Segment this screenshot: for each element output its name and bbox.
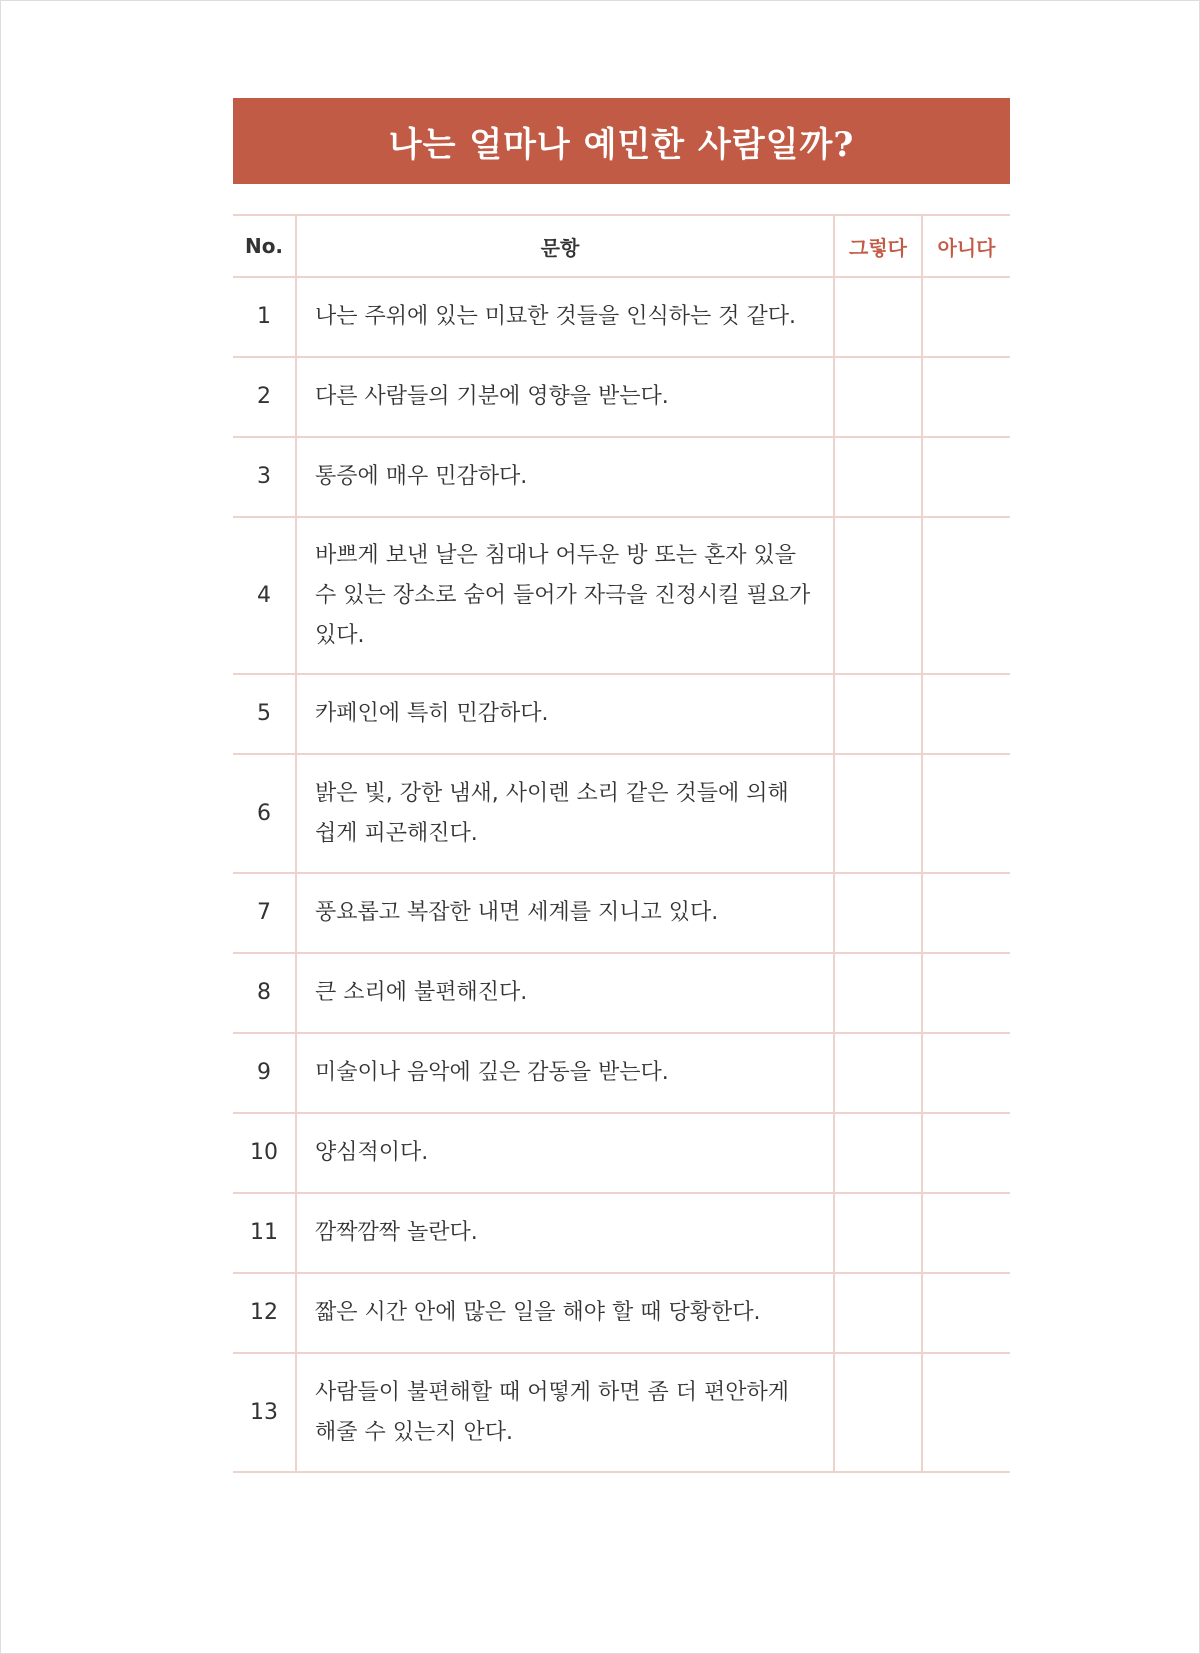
header-no-answer: 아니다 xyxy=(922,215,1010,277)
no-answer-cell[interactable] xyxy=(922,1033,1010,1113)
table-row xyxy=(233,277,1010,357)
table-header-row xyxy=(233,215,1010,277)
yes-answer-cell[interactable] xyxy=(834,437,922,517)
yes-answer-cell[interactable] xyxy=(834,1113,922,1193)
no-answer-cell[interactable] xyxy=(922,437,1010,517)
row-number: 4 xyxy=(233,517,296,674)
yes-answer-cell[interactable] xyxy=(834,1193,922,1273)
table-row xyxy=(233,953,1010,1033)
row-question: 다른 사람들의 기분에 영향을 받는다. xyxy=(296,357,834,437)
row-question: 나는 주위에 있는 미묘한 것들을 인식하는 것 같다. xyxy=(296,277,834,357)
table-row xyxy=(233,1273,1010,1353)
table-row xyxy=(233,1033,1010,1113)
yes-answer-cell[interactable] xyxy=(834,1353,922,1472)
row-number: 6 xyxy=(233,754,296,873)
row-question: 미술이나 음악에 깊은 감동을 받는다. xyxy=(296,1033,834,1113)
yes-answer-cell[interactable] xyxy=(834,357,922,437)
header-yes: 그렇다 xyxy=(834,215,922,277)
page-title: 나는 얼마나 예민한 사람일까? xyxy=(388,124,855,165)
table-row xyxy=(233,873,1010,953)
no-answer-cell[interactable] xyxy=(922,357,1010,437)
yes-answer-cell[interactable] xyxy=(834,1273,922,1353)
table-row xyxy=(233,437,1010,517)
title-banner xyxy=(233,98,1010,184)
no-answer-cell[interactable] xyxy=(922,873,1010,953)
yes-answer-cell[interactable] xyxy=(834,754,922,873)
row-number: 7 xyxy=(233,873,296,953)
row-number: 5 xyxy=(233,674,296,754)
no-answer-cell[interactable] xyxy=(922,517,1010,674)
yes-answer-cell[interactable] xyxy=(834,277,922,357)
row-number: 12 xyxy=(233,1273,296,1353)
table-row xyxy=(233,357,1010,437)
row-question: 짧은 시간 안에 많은 일을 해야 할 때 당황한다. xyxy=(296,1273,834,1353)
no-answer-cell[interactable] xyxy=(922,1273,1010,1353)
no-answer-cell[interactable] xyxy=(922,754,1010,873)
table-row xyxy=(233,517,1010,674)
row-number: 2 xyxy=(233,357,296,437)
row-question: 큰 소리에 불편해진다. xyxy=(296,953,834,1033)
header-item: 문항 xyxy=(296,215,834,277)
row-number: 1 xyxy=(257,304,271,329)
yes-answer-cell[interactable] xyxy=(834,1033,922,1113)
row-question: 사람들이 불편해할 때 어떻게 하면 좀 더 편안하게 해줄 수 있는지 안다. xyxy=(296,1353,834,1472)
yes-answer-cell[interactable] xyxy=(834,517,922,674)
no-answer-cell[interactable] xyxy=(922,1353,1010,1472)
row-question: 양심적이다. xyxy=(296,1113,834,1193)
table-row xyxy=(233,754,1010,873)
yes-answer-cell[interactable] xyxy=(834,953,922,1033)
no-answer-cell[interactable] xyxy=(922,1113,1010,1193)
row-number: 9 xyxy=(233,1033,296,1113)
table-row xyxy=(233,1113,1010,1193)
header-no: No. xyxy=(233,215,296,277)
row-number: 8 xyxy=(233,953,296,1033)
table-row xyxy=(233,1193,1010,1273)
row-question: 바쁘게 보낸 날은 침대나 어두운 방 또는 혼자 있을 수 있는 장소로 숨어 들어가 자극을 진정시킬 필요가 있다. xyxy=(296,517,834,674)
row-question: 밝은 빛, 강한 냄새, 사이렌 소리 같은 것들에 의해 쉽게 피곤해진다. xyxy=(296,754,834,873)
survey-table xyxy=(233,214,1010,1473)
no-answer-cell[interactable] xyxy=(922,674,1010,754)
row-question: 풍요롭고 복잡한 내면 세계를 지니고 있다. xyxy=(296,873,834,953)
yes-answer-cell[interactable] xyxy=(834,674,922,754)
row-number: 10 xyxy=(233,1113,296,1193)
table-row xyxy=(233,674,1010,754)
row-question: 깜짝깜짝 놀란다. xyxy=(296,1193,834,1273)
no-answer-cell[interactable] xyxy=(922,277,1010,357)
table-row xyxy=(233,1353,1010,1472)
row-number: 11 xyxy=(233,1193,296,1273)
row-question: 카페인에 특히 민감하다. xyxy=(296,674,834,754)
row-question: 통증에 매우 민감하다. xyxy=(296,437,834,517)
row-number: 13 xyxy=(233,1353,296,1472)
no-answer-cell[interactable] xyxy=(922,953,1010,1033)
no-answer-cell[interactable] xyxy=(922,1193,1010,1273)
row-number: 3 xyxy=(233,437,296,517)
yes-answer-cell[interactable] xyxy=(834,873,922,953)
